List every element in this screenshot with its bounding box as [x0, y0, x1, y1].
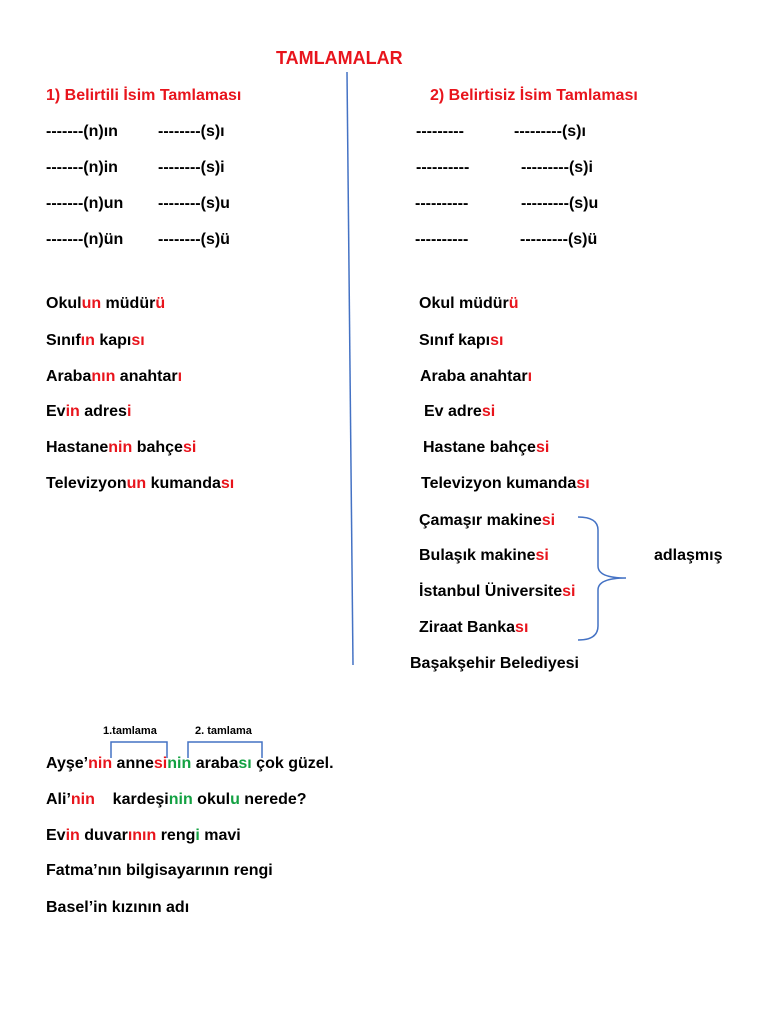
example-sentence [46, 826, 241, 846]
word-span: Basel’in kızının adı [46, 899, 190, 916]
left-example [46, 367, 182, 387]
suffix-span: si [535, 439, 550, 456]
suffix-span: nin [167, 755, 192, 772]
word-span: Araba [46, 368, 92, 385]
word-span: Hastane bahçe [423, 439, 536, 456]
word-span: Televizyon kumanda [421, 475, 577, 492]
right-heading: 2) Belirtisiz İsim Tamlaması [430, 87, 638, 104]
left-pattern-possessive: --------(s)ı [158, 123, 225, 140]
left-example [46, 474, 234, 494]
word-span: kardeşi [94, 791, 169, 808]
word-span: Ev adre [424, 403, 482, 420]
right-pattern-possessive: ---------(s)i [521, 159, 593, 176]
word-span: mavi [199, 827, 241, 844]
suffix-span: ı [527, 368, 533, 385]
suffix-span: in [65, 827, 80, 844]
suffix-span: un [126, 475, 147, 492]
word-span: Sınıf kapı [419, 332, 491, 349]
adlasmis-brace [578, 517, 626, 640]
right-pattern-noun: --------- [416, 123, 464, 140]
suffix-span: u [230, 791, 240, 808]
right-pattern-possessive: ---------(s)u [521, 195, 599, 212]
suffix-span: ın [80, 332, 95, 349]
word-span: müdür [101, 295, 156, 312]
suffix-span: ının [127, 827, 157, 844]
word-span: okul [192, 791, 231, 808]
adlasmis-label: adlaşmış [654, 547, 723, 564]
word-span: Okul müdür [419, 295, 509, 312]
suffix-span: ı [177, 368, 183, 385]
suffix-span: si [541, 512, 556, 529]
word-span: Çamaşır makine [419, 512, 542, 529]
word-span: Ziraat Banka [419, 619, 516, 636]
right-pattern-noun: ---------- [415, 231, 469, 248]
suffix-span: sı [131, 332, 145, 349]
suffix-span: nin [168, 791, 193, 808]
adlasmis-example [419, 582, 576, 602]
right-example [424, 402, 495, 422]
word-span: Televizyon [46, 475, 127, 492]
word-span: Sınıf [46, 332, 81, 349]
right-example [423, 438, 549, 458]
suffix-span: sı [576, 475, 590, 492]
suffix-span: si [182, 439, 197, 456]
word-span: duvar [79, 827, 128, 844]
suffix-span: i [195, 827, 200, 844]
word-span: Ayşe’ [46, 755, 89, 772]
right-pattern-noun: ---------- [416, 159, 470, 176]
word-span: kumanda [146, 475, 221, 492]
adlasmis-example [419, 618, 528, 638]
left-example [46, 438, 196, 458]
suffix-span: in [65, 403, 80, 420]
right-pattern-possessive: ---------(s)ü [520, 231, 598, 248]
word-span: İstanbul Üniversite [419, 583, 563, 600]
word-span: Ev [46, 827, 66, 844]
suffix-span: un [81, 295, 102, 312]
suffix-span: sı [238, 755, 252, 772]
right-pattern-possessive: ---------(s)ı [514, 123, 586, 140]
word-span: araba [191, 755, 239, 772]
word-span: çok güzel. [251, 755, 334, 772]
left-pattern-genitive: -------(n)ın [46, 123, 118, 140]
word-span: Araba anahtar [420, 368, 528, 385]
word-span: Fatma’nın bilgisayarının rengi [46, 862, 273, 879]
example-sentence [46, 861, 273, 881]
left-pattern-genitive: -------(n)ün [46, 231, 124, 248]
suffix-span: i [126, 403, 132, 420]
suffix-span: ü [508, 295, 519, 312]
word-span: bahçe [132, 439, 183, 456]
left-example [46, 331, 145, 351]
left-pattern-genitive: -------(n)in [46, 159, 118, 176]
suffix-span: si [535, 547, 549, 564]
suffix-span: sı [220, 475, 235, 492]
extra-example: Başakşehir Belediyesi [410, 655, 579, 672]
left-example [46, 402, 131, 422]
right-example [419, 294, 519, 314]
word-span: adres [79, 403, 127, 420]
example-sentence [46, 790, 307, 810]
word-span: anahtar [115, 368, 178, 385]
example-sentence [46, 754, 334, 774]
word-span: Bulaşık makine [419, 547, 536, 564]
left-pattern-possessive: --------(s)u [158, 195, 230, 212]
column-divider [347, 72, 353, 665]
word-span: Ali’ [46, 791, 71, 808]
left-example [46, 294, 165, 314]
word-span: reng [156, 827, 196, 844]
suffix-span: nin [70, 791, 95, 808]
suffix-span: si [153, 755, 168, 772]
suffix-span: nin [88, 755, 113, 772]
right-example [421, 474, 590, 494]
word-span: nerede? [239, 791, 307, 808]
left-pattern-possessive: --------(s)ü [158, 231, 230, 248]
adlasmis-example [419, 546, 549, 566]
adlasmis-example [419, 511, 555, 531]
left-pattern-possessive: --------(s)i [158, 159, 225, 176]
left-heading: 1) Belirtili İsim Tamlaması [46, 87, 242, 104]
suffix-span: nin [108, 439, 133, 456]
suffix-span: sı [515, 619, 529, 636]
suffix-span: sı [490, 332, 504, 349]
suffix-span: ü [155, 295, 166, 312]
suffix-span: si [562, 583, 576, 600]
example-sentence [46, 898, 189, 918]
word-span: anne [112, 755, 154, 772]
suffix-span: si [481, 403, 496, 420]
label-first-tamlama: 1.tamlama [103, 725, 157, 737]
word-span: Okul [46, 295, 82, 312]
right-example [420, 367, 532, 387]
word-span: Ev [46, 403, 66, 420]
right-pattern-noun: ---------- [415, 195, 469, 212]
right-example [419, 331, 503, 351]
word-span: Hastane [46, 439, 109, 456]
suffix-span: nın [91, 368, 116, 385]
word-span: kapı [94, 332, 132, 349]
left-pattern-genitive: -------(n)un [46, 195, 124, 212]
page-title: TAMLAMALAR [276, 48, 403, 68]
label-second-tamlama: 2. tamlama [195, 725, 252, 737]
